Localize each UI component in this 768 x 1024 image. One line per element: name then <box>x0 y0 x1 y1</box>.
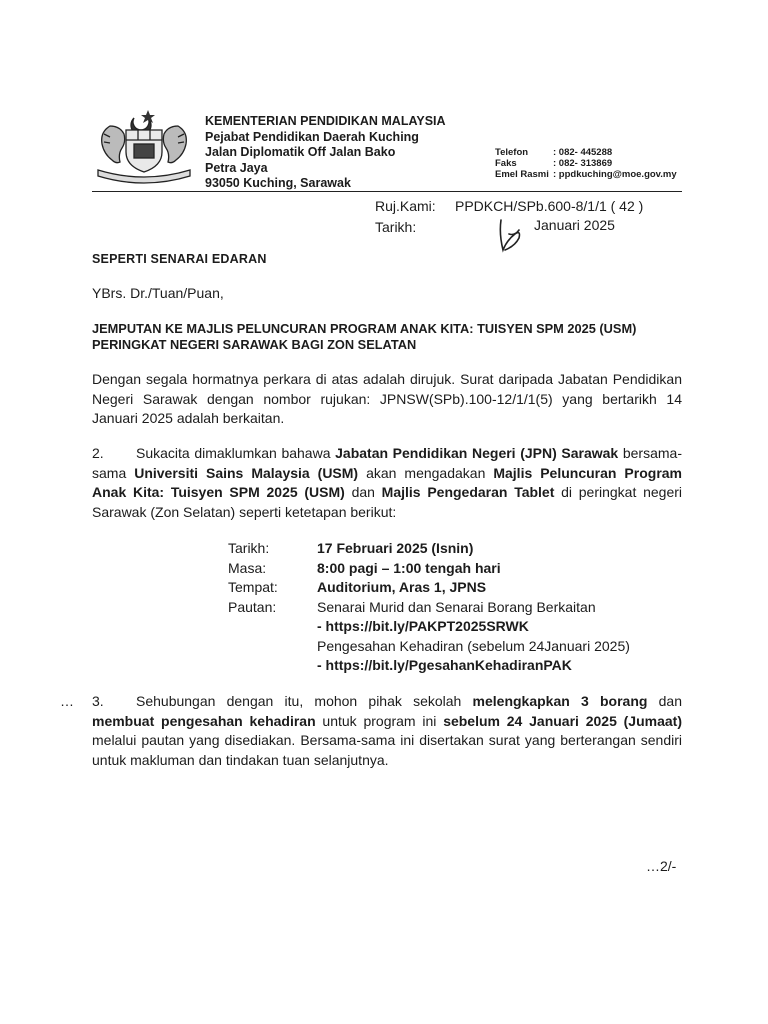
bold-text: melengkapkan 3 borang <box>472 693 648 709</box>
text-run: melalui pautan yang disediakan. Bersama-sama ini disertakan surat yang berterangan sendiri untuk makluman dan tindakan tuan selanjutnya. <box>92 732 682 768</box>
ministry-name: KEMENTERIAN PENDIDIKAN MALAYSIA <box>205 114 446 128</box>
form-link[interactable]: - https://bit.ly/PAKPT2025SRWK <box>317 618 529 634</box>
continuation-dots: … <box>60 693 74 709</box>
bold-text: Majlis Pengedaran Tablet <box>381 484 555 500</box>
event-venue-label: Tempat: <box>228 579 278 595</box>
address-line: Jalan Diplomatik Off Jalan Bako <box>205 145 396 159</box>
contact-info <box>495 147 677 180</box>
link-description: Senarai Murid dan Senarai Borang Berkaitan <box>317 598 596 615</box>
paragraph-number: 3. <box>92 693 104 709</box>
letterhead-address <box>205 114 446 192</box>
circular-heading: SEPERTI SENARAI EDARAN <box>92 252 267 266</box>
letter-subject: JEMPUTAN KE MAJLIS PELUNCURAN PROGRAM ANAK KITA: TUISYEN SPM 2025 (USM) PERINGKAT NEGERI SARAWAK BAGI ZON SELATAN <box>92 321 637 352</box>
handwritten-date-mark <box>495 216 525 256</box>
text-run: bersama-sama <box>92 445 682 481</box>
attendance-link[interactable]: - https://bit.ly/PgesahanKehadiranPAK <box>317 657 572 673</box>
phone-label: Telefon <box>495 147 529 158</box>
ref-label: Ruj.Kami: <box>375 198 436 214</box>
text-run: akan mengadakan <box>358 464 494 481</box>
link-description: Pengesahan Kehadiran (sebelum 24Januari 2025) <box>317 637 630 654</box>
paragraph-3 <box>60 692 682 770</box>
date-value: Januari 2025 <box>534 217 615 233</box>
paragraph-1: Dengan segala hormatnya perkara di atas adalah dirujuk. Surat daripada Jabatan Pendidikan Negeri Sarawak dengan nombor rujukan: JPNSW(SPb).100-12/1/1(5) yang bertarikh 14 Januari 2025 adalah berkaitan. <box>92 371 682 426</box>
event-venue-value: Auditorium, Aras 1, JPNS <box>317 579 487 595</box>
event-date-value: 17 Februari 2025 (Isnin) <box>317 540 474 556</box>
event-link-label: Pautan: <box>228 598 277 615</box>
email-value[interactable]: : ppdkuching@moe.gov.my <box>553 169 677 180</box>
event-time-label: Masa: <box>228 559 267 576</box>
salutation: YBrs. Dr./Tuan/Puan, <box>92 285 224 301</box>
bold-text: Universiti Sains Malaysia (USM) <box>134 464 359 481</box>
text-run: di peringkat negeri Sarawak (Zon Selatan) seperti ketetapan berikut: <box>92 484 683 520</box>
malaysia-coat-of-arms-logo <box>90 104 198 186</box>
address-line: 93050 Kuching, Sarawak <box>205 176 351 190</box>
event-details <box>228 539 630 676</box>
ref-value: PPDKCH/SPb.600-8/1/1 ( 42 ) <box>455 198 644 214</box>
text-run: untuk program ini <box>315 712 444 729</box>
email-label: Emel Rasmi <box>495 169 549 180</box>
bold-text: sebelum 24 Januari 2025 (Jumaat) <box>443 712 682 729</box>
event-date-label: Tarikh: <box>228 540 270 556</box>
paragraph-number: 2. <box>92 445 104 461</box>
page-continuation: …2/- <box>646 858 677 874</box>
paragraph-2 <box>92 444 682 522</box>
bold-text: Jabatan Pendidikan Negeri (JPN) Sarawak <box>335 445 619 461</box>
phone-value: : 082- 445288 <box>553 147 613 158</box>
text-run: dan <box>647 693 682 709</box>
fax-label: Faks <box>495 158 517 169</box>
date-label: Tarikh: <box>375 219 417 235</box>
office-name: Pejabat Pendidikan Daerah Kuching <box>205 129 419 144</box>
text-run: dan <box>344 484 382 500</box>
address-line: Petra Jaya <box>205 160 268 175</box>
event-time-value: 8:00 pagi – 1:00 tengah hari <box>317 559 501 576</box>
text-run: Sukacita dimaklumkan bahawa <box>136 445 336 461</box>
letterhead-divider <box>92 191 682 192</box>
text-run: Sehubungan dengan itu, mohon pihak sekolah <box>136 693 473 709</box>
fax-value: : 082- 313869 <box>553 158 613 169</box>
bold-text: Majlis Peluncuran Program Anak Kita: Tuisyen SPM 2025 (USM) <box>92 464 683 500</box>
bold-text: membuat pengesahan kehadiran <box>92 712 316 729</box>
